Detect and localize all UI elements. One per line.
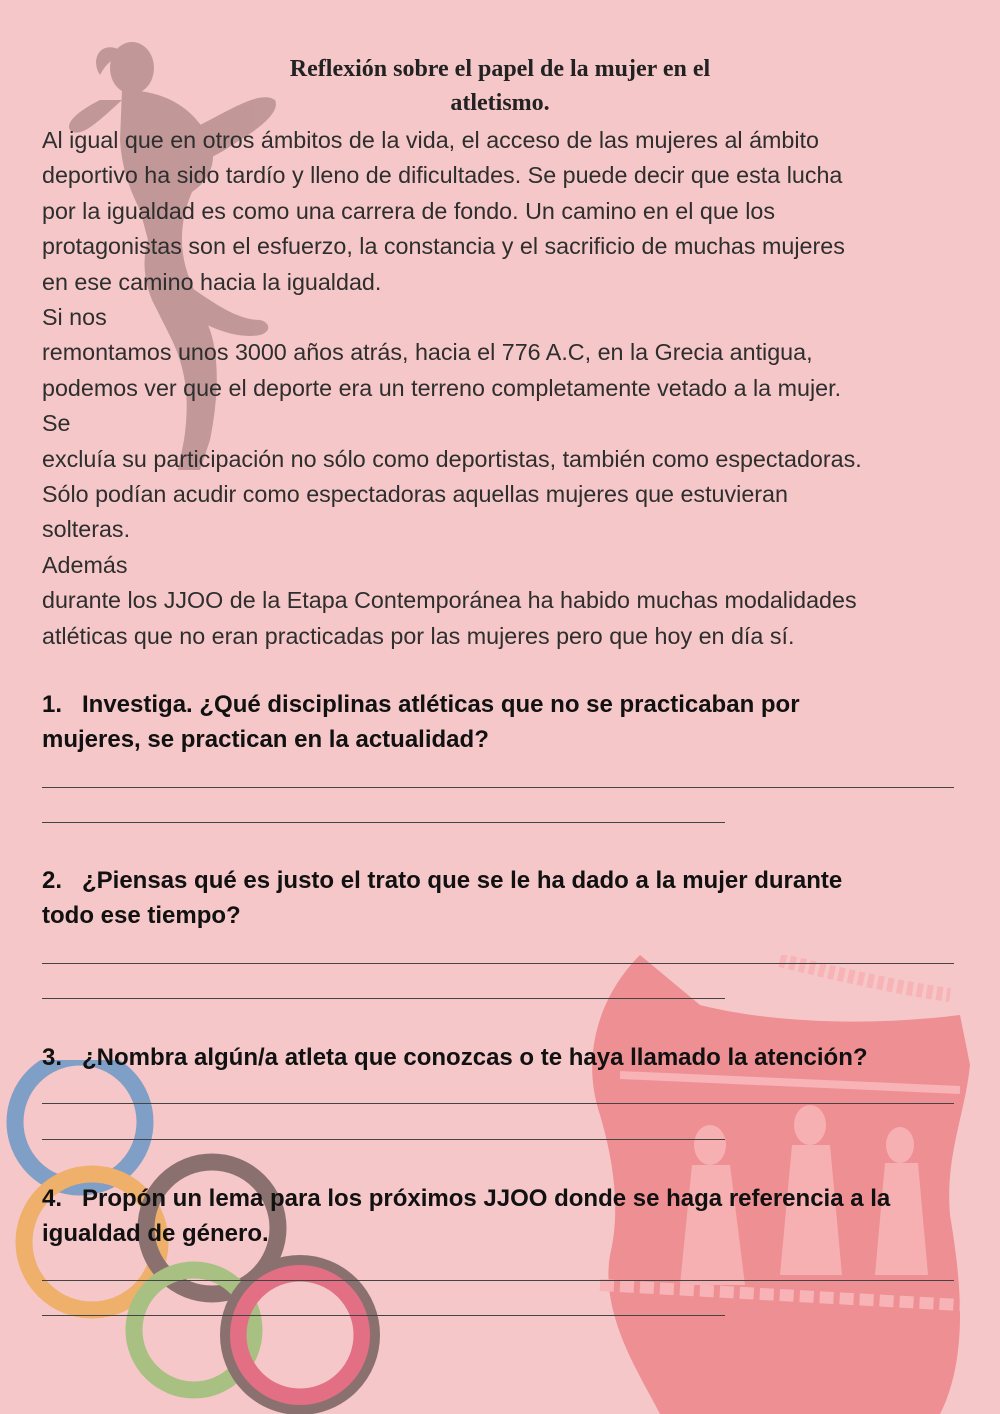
question-number: 4. <box>42 1185 63 1212</box>
body-line: protagonistas son el esfuerzo, la constancia y el sacrificio de muchas mujeres <box>42 233 845 260</box>
body-line: solteras. <box>42 516 131 543</box>
answer-line-4a[interactable] <box>42 1280 954 1281</box>
answer-line-2a[interactable] <box>42 963 954 964</box>
answer-line-3b[interactable] <box>42 1139 725 1140</box>
title-line-2: atletismo. <box>450 90 550 116</box>
body-line: atléticas que no eran practicadas por las mujeres pero que hoy en día sí. <box>42 622 795 649</box>
title-line-1: Reflexión sobre el papel de la mujer en el <box>289 56 711 82</box>
answer-line-1a[interactable] <box>42 787 954 788</box>
answer-line-4b[interactable] <box>42 1315 725 1316</box>
body-line: remontamos unos 3000 años atrás, hacia el 776 A.C, en la Grecia antigua, <box>42 339 813 366</box>
body-line: deportivo ha sido tardío y lleno de dificultades. Se puede decir que esta lucha <box>42 162 843 189</box>
answer-line-2b[interactable] <box>42 998 725 999</box>
question-number: 1. <box>42 691 63 718</box>
body-line: Se <box>42 410 71 437</box>
body-line: durante los JJOO de la Etapa Contemporánea ha habido muchas modalidades <box>42 587 857 614</box>
question-4 <box>42 1181 972 1251</box>
question-text: todo ese tiempo? <box>42 902 241 929</box>
question-text: mujeres, se practican en la actualidad? <box>42 726 489 753</box>
body-paragraph <box>42 123 962 654</box>
body-line: Además <box>42 551 128 578</box>
question-2 <box>42 863 972 933</box>
page-title <box>0 52 1000 120</box>
question-text: ¿Piensas qué es justo el trato que se le ha dado a la mujer durante <box>82 867 843 894</box>
body-line: en ese camino hacia la igualdad. <box>42 268 382 295</box>
question-number: 3. <box>42 1044 63 1071</box>
question-3 <box>42 1040 972 1075</box>
question-number: 2. <box>42 867 63 894</box>
question-1 <box>42 687 972 757</box>
body-line: Al igual que en otros ámbitos de la vida, el acceso de las mujeres al ámbito <box>42 127 819 153</box>
question-text: igualdad de género. <box>42 1220 269 1247</box>
body-line: por la igualdad es como una carrera de fondo. Un camino en el que los <box>42 197 776 224</box>
answer-line-3a[interactable] <box>42 1103 954 1104</box>
body-line: podemos ver que el deporte era un terreno completamente vetado a la mujer. <box>42 374 842 401</box>
body-line: excluía su participación no sólo como deportistas, también como espectadoras. <box>42 445 862 472</box>
body-line: Sólo podían acudir como espectadoras aquellas mujeres que estuvieran <box>42 481 788 508</box>
answer-line-1b[interactable] <box>42 822 725 823</box>
body-line: Si nos <box>42 304 107 331</box>
question-text: ¿Nombra algún/a atleta que conozcas o te haya llamado la atención? <box>82 1044 868 1071</box>
question-text: Propón un lema para los próximos JJOO donde se haga referencia a la <box>82 1185 891 1212</box>
question-text: Investiga. ¿Qué disciplinas atléticas que no se practicaban por <box>82 691 800 718</box>
